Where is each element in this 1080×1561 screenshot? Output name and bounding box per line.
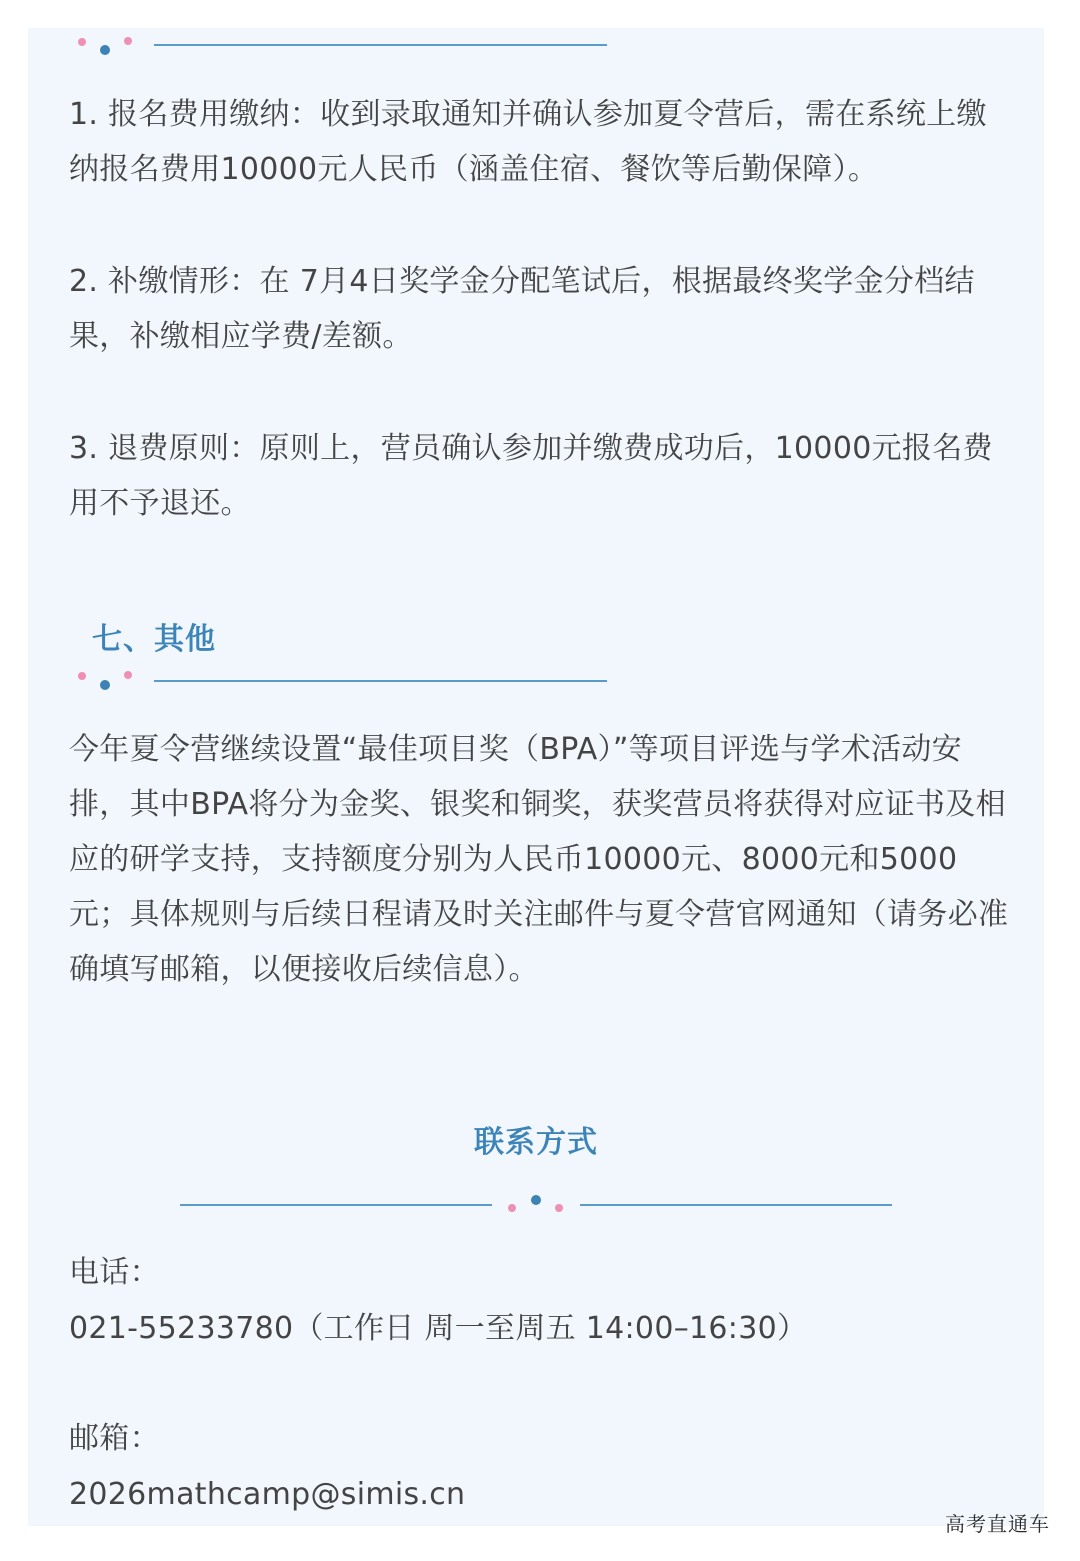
dot-icon [78, 672, 86, 680]
email-value[interactable]: 2026mathcamp@simis.cn [69, 1477, 466, 1512]
dot-icon [124, 671, 132, 679]
dot-icon [508, 1204, 516, 1212]
watermark-text: 高考直通车 [945, 1512, 1050, 1536]
dot-icon [78, 38, 86, 46]
dot-icon [531, 1195, 541, 1205]
dot-icon [124, 37, 132, 45]
contact-heading: 联系方式 [474, 1125, 598, 1160]
section-heading-other: 七、其他 [92, 622, 216, 657]
contact-divider [180, 1190, 892, 1216]
divider-line [154, 44, 607, 46]
phone-value: 021-55233780（工作日 周一至周五 14:00–16:30） [69, 1311, 808, 1346]
divider-line [180, 1204, 492, 1206]
divider-line [154, 680, 607, 682]
divider-line [580, 1204, 892, 1206]
section-divider-top [70, 34, 610, 58]
email-label: 邮箱： [69, 1421, 160, 1456]
other-body: 今年夏令营继续设置“最佳项目奖（BPA）”等项目评选与学术活动安排，其中BPA将分为金奖、银奖和铜奖，获奖营员将获得对应证书及相应的研学支持，支持额度分别为人民币10000元、8000元和5000元；具体规则与后续日程请及时关注邮件与夏令营官网通知（请务必准确填写邮箱，以便接收后续信息）。 [69, 732, 1009, 987]
dot-icon [100, 45, 110, 55]
payment-item-2: 2. 补缴情形：在 7月4日奖学金分配笔试后，根据最终奖学金分档结果，补缴相应学费/差额。 [69, 264, 975, 354]
payment-item-3: 3. 退费原则：原则上，营员确认参加并缴费成功后，10000元报名费用不予退还。 [69, 431, 993, 521]
dot-icon [555, 1204, 563, 1212]
dot-icon [100, 680, 110, 690]
payment-item-1: 1. 报名费用缴纳：收到录取通知并确认参加夏令营后，需在系统上缴纳报名费用10000元人民币（涵盖住宿、餐饮等后勤保障）。 [69, 97, 987, 187]
phone-label: 电话： [69, 1255, 160, 1290]
section-divider-other [70, 670, 610, 694]
